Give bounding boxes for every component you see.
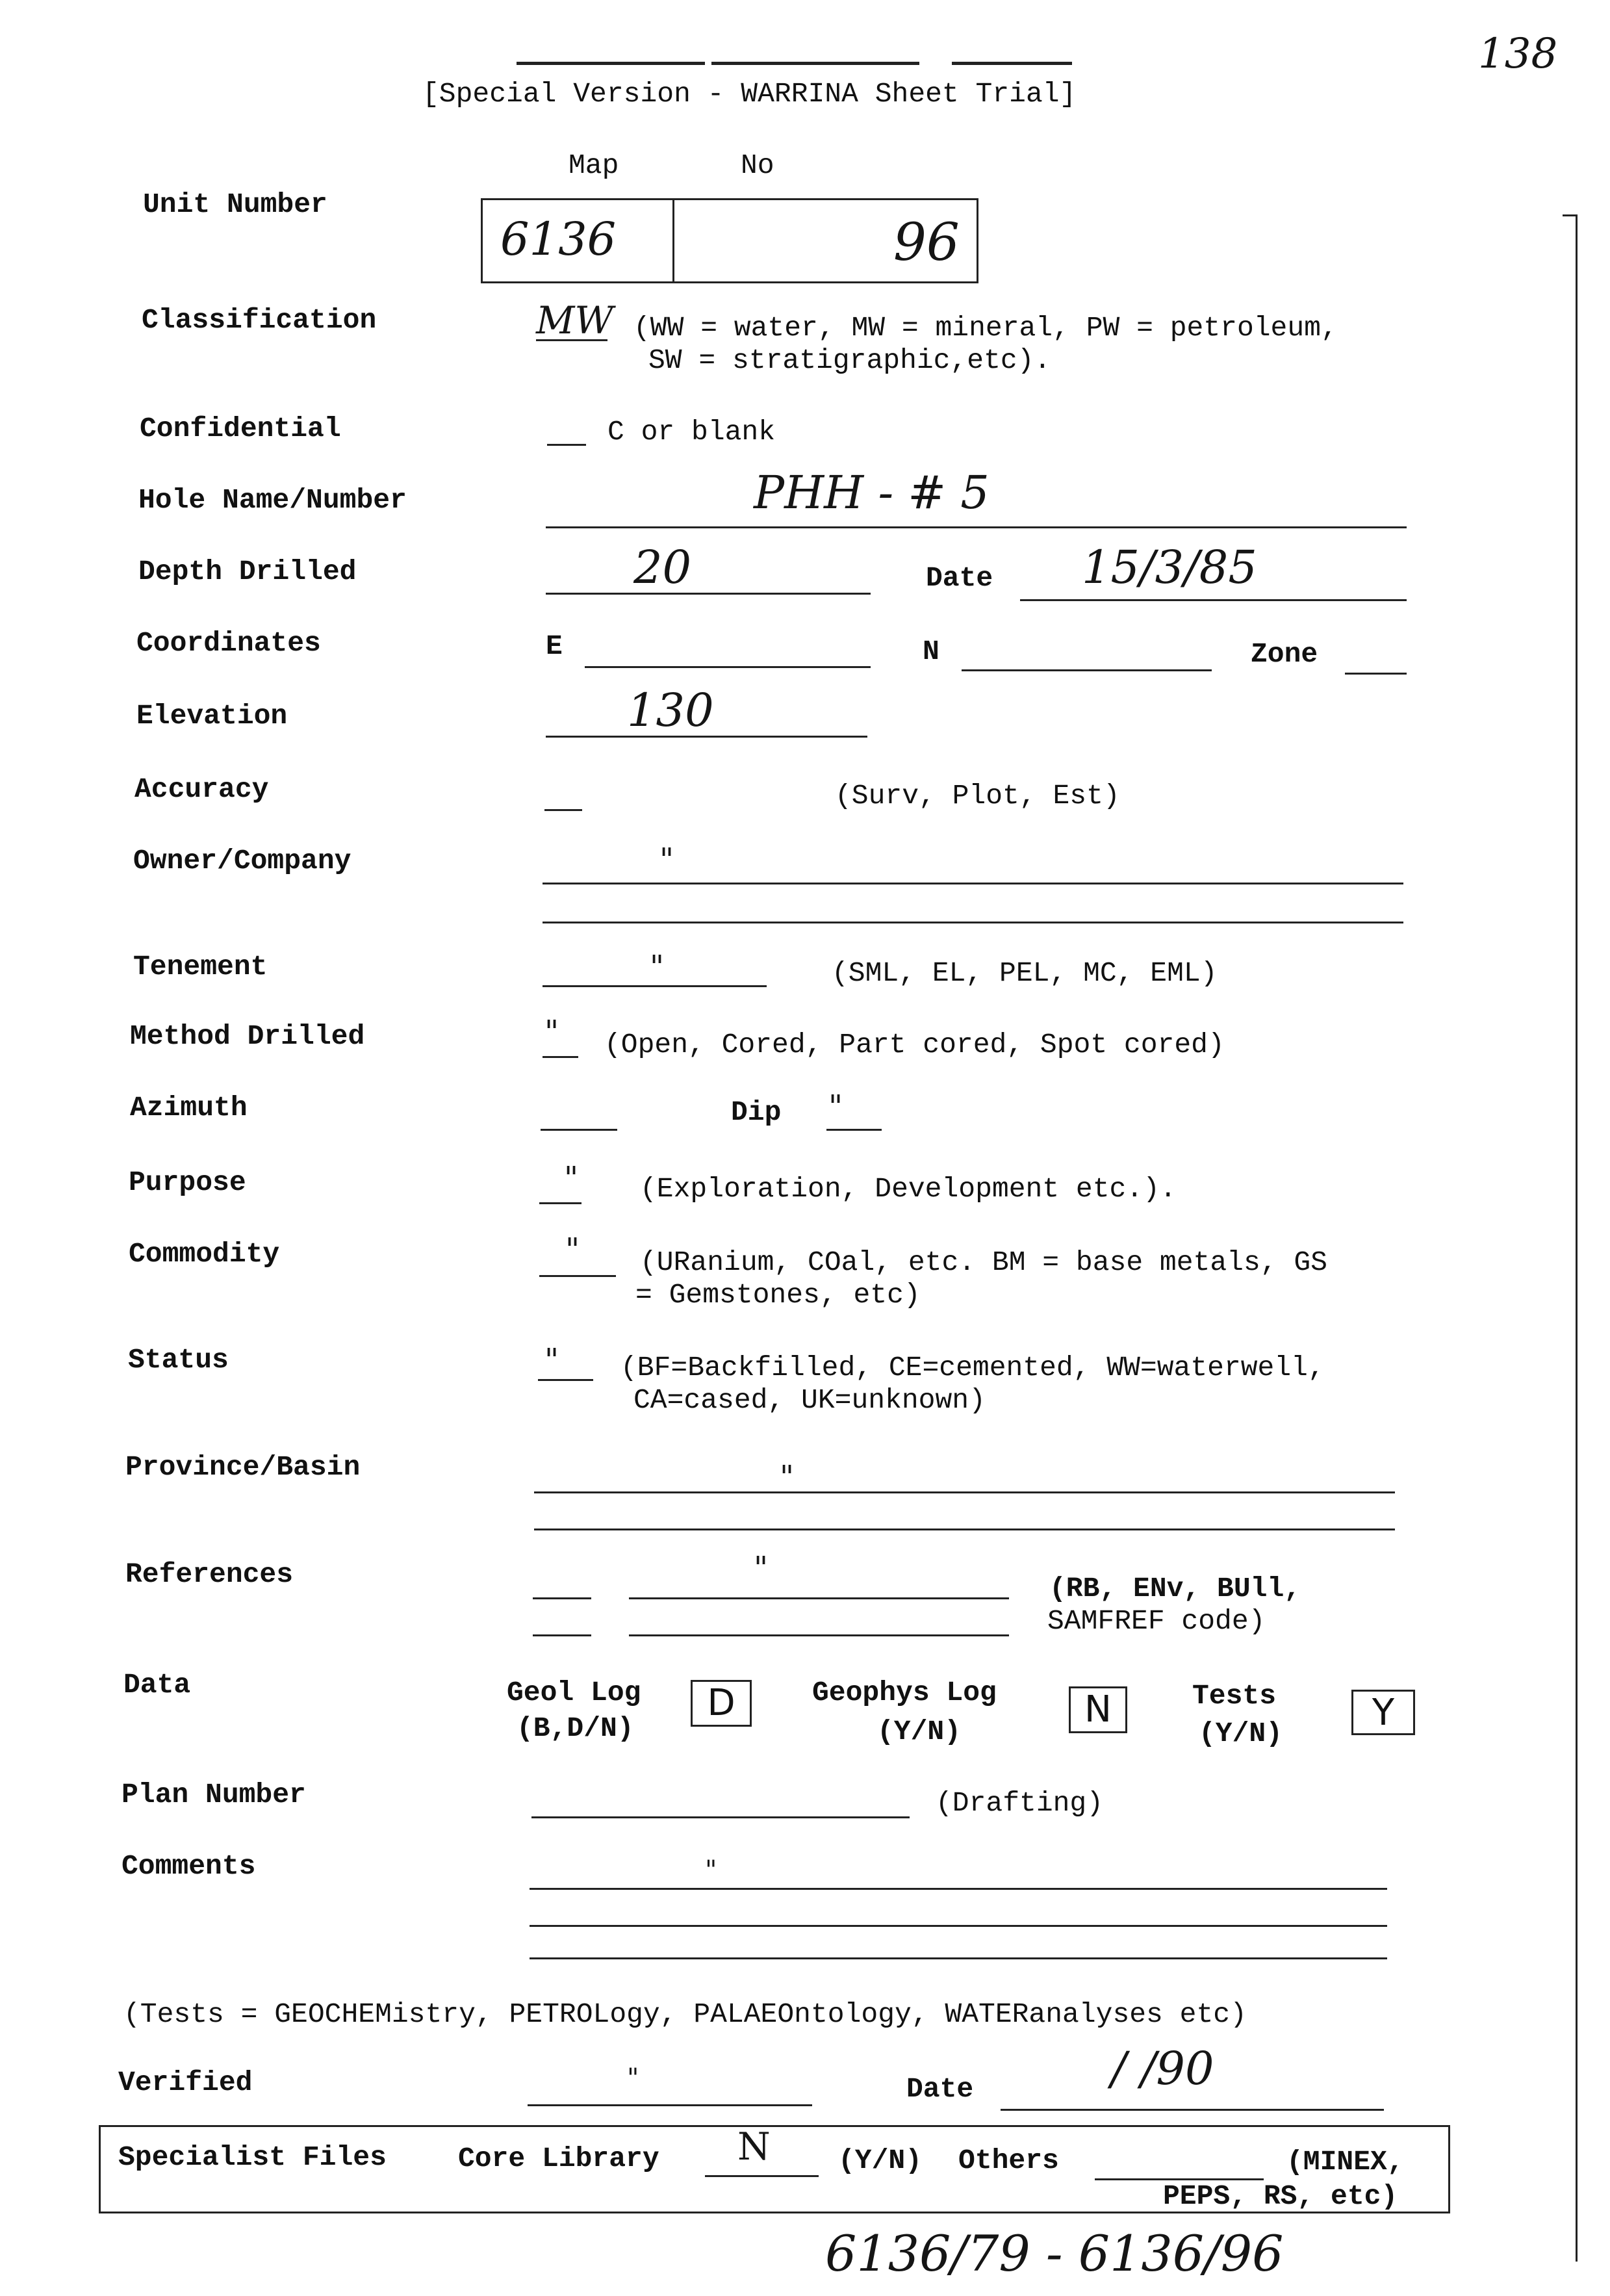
specialist-files-label: Specialist Files [118,2141,387,2173]
scan-edge [1576,214,1578,2262]
azimuth-label: Azimuth [130,1092,248,1124]
unit-no-value[interactable]: 96 [893,212,960,272]
hole-name-underline [546,526,1407,528]
core-library-label: Core Library [458,2143,659,2174]
method-label: Method Drilled [130,1020,365,1052]
date-value[interactable]: 15/3/85 [1082,541,1257,594]
confidential-field[interactable] [547,444,586,446]
depth-underline [546,593,871,595]
elevation-underline [546,736,867,738]
province-line-1 [534,1491,1395,1493]
purpose-label: Purpose [129,1167,246,1198]
province-line-2 [534,1529,1395,1530]
verified-underline [528,2104,812,2106]
references-label: References [125,1558,294,1590]
purpose-help: (Exploration, Development etc.). [640,1173,1177,1205]
commodity-label: Commodity [129,1238,280,1270]
plan-number-field[interactable] [531,1816,910,1818]
confidential-label: Confidential [140,413,341,445]
accuracy-label: Accuracy [134,773,269,805]
references-help: (RB, ENv, BUll, [1049,1573,1301,1605]
struck-title-strike [711,62,919,65]
references-help-2: SAMFREF code) [1047,1605,1266,1637]
references-code-2[interactable] [533,1634,591,1636]
others-help-2: PEPS, RS, etc) [1163,2180,1398,2212]
date-label: Date [926,562,993,594]
tests-sub: (Y/N) [1199,1718,1283,1749]
accuracy-field[interactable] [544,809,582,811]
coord-n-field[interactable] [962,669,1212,671]
tenement-value[interactable]: " [650,949,665,985]
page-number: 138 [1478,30,1558,78]
verified-date-value[interactable]: / /90 [1111,2042,1214,2095]
geol-log-label: Geol Log [507,1677,641,1709]
data-label: Data [123,1669,191,1701]
elevation-label: Elevation [136,700,288,732]
depth-label: Depth Drilled [138,556,357,587]
unit-number-divider [672,198,674,281]
plan-number-label: Plan Number [121,1779,306,1811]
elevation-value[interactable]: 130 [627,684,714,737]
status-label: Status [128,1344,229,1376]
commodity-underline [539,1275,616,1277]
status-help-2: CA=cased, UK=unknown) [633,1384,986,1416]
footer-handwriting: 6136/79 - 6136/96 [825,2225,1284,2282]
classification-underline [536,339,607,341]
owner-label: Owner/Company [133,845,351,877]
owner-line-2 [543,922,1403,923]
coord-e-label: E [546,630,563,662]
verified-date-underline [1001,2109,1384,2111]
method-underline [543,1056,578,1058]
references-value[interactable]: " [754,1550,769,1586]
references-field-1[interactable] [629,1597,1009,1599]
classification-value[interactable]: MW [536,298,614,342]
no-header: No [741,149,774,181]
classification-help-2: SW = stratigraphic,etc). [648,344,1051,376]
tests-label: Tests [1192,1680,1277,1712]
references-field-2[interactable] [629,1634,1009,1636]
core-library-yn: (Y/N) [838,2145,923,2176]
classification-label: Classification [142,304,377,336]
owner-value[interactable]: " [659,842,674,878]
comments-line-2 [530,1925,1387,1927]
geophys-log-box[interactable]: N [1069,1686,1127,1733]
method-help: (Open, Cored, Part cored, Spot cored) [604,1029,1225,1061]
tests-note: (Tests = GEOCHEMistry, PETROLogy, PALAEOntology, WATERanalyses etc) [123,1998,1247,2030]
accuracy-help: (Surv, Plot, Est) [835,780,1120,812]
status-value[interactable]: " [544,1342,559,1378]
comments-value[interactable]: " [705,1855,717,1885]
status-underline [538,1379,593,1381]
coordinates-label: Coordinates [136,627,321,659]
form-subtitle: [Special Version - WARRINA Sheet Trial] [422,78,1077,110]
unit-map-value[interactable]: 6136 [500,213,617,266]
geophys-log-sub: (Y/N) [877,1716,962,1748]
dip-value[interactable]: " [828,1089,843,1125]
tenement-help: (SML, EL, PEL, MC, EML) [832,957,1218,989]
hole-name-value[interactable]: PHH - # 5 [754,466,990,519]
core-library-underline [705,2175,819,2177]
core-library-value[interactable]: N [737,2124,771,2169]
plan-number-help: (Drafting) [936,1787,1104,1819]
struck-title-strike [517,62,705,65]
geol-log-box[interactable]: D [691,1680,752,1727]
comments-line-1 [530,1888,1387,1890]
tests-box[interactable]: Y [1351,1690,1415,1735]
purpose-value[interactable]: " [564,1160,579,1196]
commodity-help-2: = Gemstones, etc) [635,1279,921,1311]
hole-name-label: Hole Name/Number [138,484,407,516]
province-label: Province/Basin [125,1451,361,1483]
unit-number-label: Unit Number [143,188,327,220]
verified-value[interactable]: " [627,2063,639,2093]
azimuth-field[interactable] [541,1129,617,1131]
geol-log-sub: (B,D/N) [517,1712,634,1744]
owner-line-1 [543,883,1403,884]
province-value[interactable]: " [780,1459,795,1495]
status-help: (BF=Backfilled, CE=cemented, WW=waterwell, [620,1352,1325,1384]
classification-help: (WW = water, MW = mineral, PW = petroleum, [633,312,1338,344]
others-help: (MINEX, [1286,2146,1404,2178]
date-underline [1020,599,1407,601]
geophys-log-label: Geophys Log [812,1677,997,1709]
confidential-help: C or blank [607,416,776,448]
verified-date-label: Date [906,2073,974,2105]
tenement-underline [543,985,767,987]
tenement-label: Tenement [133,951,268,983]
verified-label: Verified [118,2067,253,2098]
depth-value[interactable]: 20 [633,541,692,594]
coord-e-field[interactable] [585,666,871,668]
purpose-underline [539,1202,581,1204]
map-header: Map [569,149,619,181]
zone-field[interactable] [1345,673,1407,675]
zone-label: Zone [1251,638,1318,670]
commodity-value[interactable]: " [565,1232,580,1268]
references-code-1[interactable] [533,1597,591,1599]
comments-line-3 [530,1957,1387,1959]
dip-label: Dip [731,1096,782,1128]
comments-label: Comments [121,1850,256,1882]
others-label: Others [958,2145,1059,2176]
scan-edge-tick [1563,214,1577,216]
struck-title-strike [952,62,1072,65]
coord-n-label: N [923,636,939,667]
method-value[interactable]: " [544,1014,559,1050]
dip-underline [826,1129,882,1131]
commodity-help: (URanium, COal, etc. BM = base metals, GS [640,1246,1327,1278]
